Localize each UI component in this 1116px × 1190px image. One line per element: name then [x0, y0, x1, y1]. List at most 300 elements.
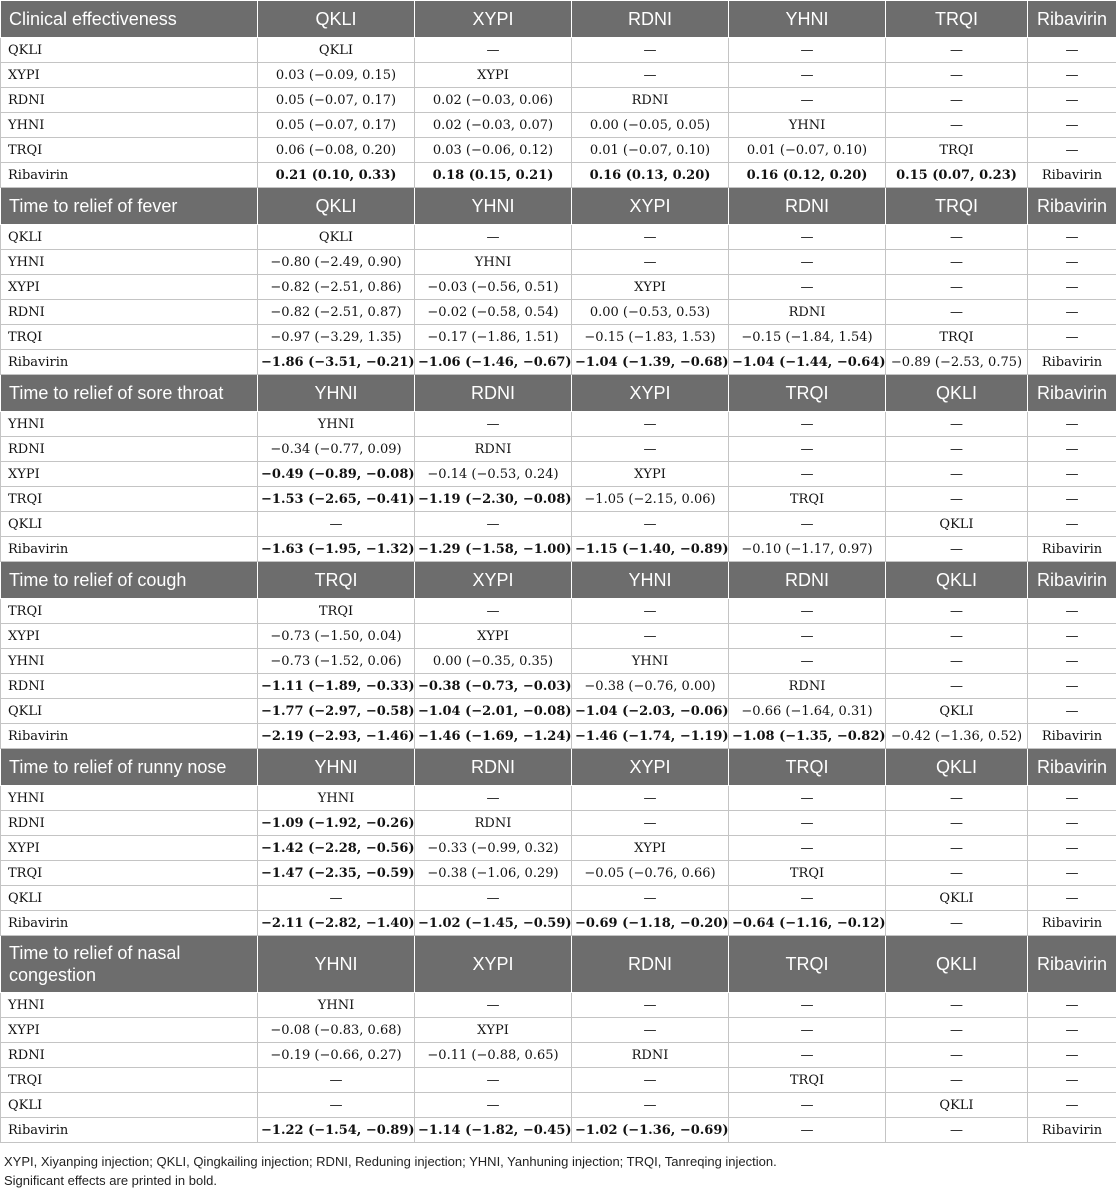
- effect-cell: —: [572, 225, 729, 250]
- table-row: [1, 836, 1116, 861]
- effect-cell: —: [1028, 624, 1116, 649]
- table-row: [1, 350, 1116, 375]
- effect-cell: −0.15 (−1.84, 1.54): [729, 325, 886, 350]
- effect-cell: QKLI: [886, 886, 1028, 911]
- row-label: Ribavirin: [1, 163, 258, 188]
- effect-cell: —: [415, 993, 572, 1018]
- effect-cell: —: [1028, 138, 1116, 163]
- effect-cell: —: [729, 1018, 886, 1043]
- effect-cell: —: [886, 437, 1028, 462]
- significant-effect-cell: −1.08 (−1.35, −0.82): [729, 724, 886, 749]
- column-header: Ribavirin: [1028, 1, 1116, 38]
- effect-cell: XYPI: [415, 63, 572, 88]
- effect-cell: −0.03 (−0.56, 0.51): [415, 275, 572, 300]
- effect-cell: 0.05 (−0.07, 0.17): [258, 88, 415, 113]
- column-header: Ribavirin: [1028, 936, 1116, 993]
- effect-cell: —: [572, 512, 729, 537]
- table-row: [1, 1043, 1116, 1068]
- effect-cell: TRQI: [886, 325, 1028, 350]
- table-row: [1, 861, 1116, 886]
- row-label: XYPI: [1, 836, 258, 861]
- effect-cell: —: [1028, 786, 1116, 811]
- effect-cell: —: [886, 1018, 1028, 1043]
- effect-cell: —: [572, 250, 729, 275]
- effect-cell: −0.14 (−0.53, 0.24): [415, 462, 572, 487]
- effect-cell: 0.01 (−0.07, 0.10): [729, 138, 886, 163]
- effect-cell: —: [886, 63, 1028, 88]
- effect-cell: —: [415, 786, 572, 811]
- effect-cell: −0.82 (−2.51, 0.87): [258, 300, 415, 325]
- significant-effect-cell: −1.46 (−1.69, −1.24): [415, 724, 572, 749]
- significant-effect-cell: −1.11 (−1.89, −0.33): [258, 674, 415, 699]
- row-label: YHNI: [1, 993, 258, 1018]
- effect-cell: —: [729, 599, 886, 624]
- row-label: YHNI: [1, 786, 258, 811]
- effect-cell: —: [572, 993, 729, 1018]
- effect-cell: Ribavirin: [1028, 1118, 1116, 1143]
- column-header: QKLI: [258, 188, 415, 225]
- effect-cell: RDNI: [572, 88, 729, 113]
- row-label: XYPI: [1, 624, 258, 649]
- effect-cell: −0.11 (−0.88, 0.65): [415, 1043, 572, 1068]
- effect-cell: 0.02 (−0.03, 0.06): [415, 88, 572, 113]
- effect-cell: —: [886, 38, 1028, 63]
- significant-effect-cell: 0.15 (0.07, 0.23): [886, 163, 1028, 188]
- effect-cell: −0.15 (−1.83, 1.53): [572, 325, 729, 350]
- effect-cell: YHNI: [258, 412, 415, 437]
- column-header: XYPI: [572, 188, 729, 225]
- significant-effect-cell: −1.04 (−2.03, −0.06): [572, 699, 729, 724]
- table-row: [1, 649, 1116, 674]
- significant-effect-cell: −1.14 (−1.82, −0.45): [415, 1118, 572, 1143]
- effect-cell: RDNI: [415, 437, 572, 462]
- effect-cell: Ribavirin: [1028, 911, 1116, 936]
- column-header: RDNI: [572, 1, 729, 38]
- table-row: [1, 537, 1116, 562]
- effect-cell: TRQI: [729, 487, 886, 512]
- significant-effect-cell: −1.53 (−2.65, −0.41): [258, 487, 415, 512]
- effect-cell: 0.03 (−0.09, 0.15): [258, 63, 415, 88]
- effect-cell: —: [886, 674, 1028, 699]
- significant-effect-cell: −1.02 (−1.36, −0.69): [572, 1118, 729, 1143]
- significant-effect-cell: −1.04 (−1.39, −0.68): [572, 350, 729, 375]
- effect-cell: —: [729, 1118, 886, 1143]
- column-header: RDNI: [572, 936, 729, 993]
- effect-cell: —: [1028, 1043, 1116, 1068]
- table-row: [1, 250, 1116, 275]
- effect-cell: XYPI: [572, 836, 729, 861]
- table-row: [1, 1068, 1116, 1093]
- significant-effect-cell: −1.22 (−1.54, −0.89): [258, 1118, 415, 1143]
- column-header: Ribavirin: [1028, 375, 1116, 412]
- section-header-row: [1, 1, 1116, 38]
- significant-effect-cell: −1.46 (−1.74, −1.19): [572, 724, 729, 749]
- row-label: XYPI: [1, 1018, 258, 1043]
- effect-cell: −0.38 (−0.76, 0.00): [572, 674, 729, 699]
- row-label: TRQI: [1, 325, 258, 350]
- significant-effect-cell: 0.18 (0.15, 0.21): [415, 163, 572, 188]
- row-label: QKLI: [1, 38, 258, 63]
- effect-cell: TRQI: [729, 1068, 886, 1093]
- effect-cell: —: [886, 811, 1028, 836]
- column-header: YHNI: [258, 936, 415, 993]
- effect-cell: XYPI: [415, 624, 572, 649]
- effect-cell: —: [729, 786, 886, 811]
- section-title: Time to relief of runny nose: [1, 749, 258, 786]
- effect-cell: 0.03 (−0.06, 0.12): [415, 138, 572, 163]
- column-header: TRQI: [729, 375, 886, 412]
- section-title: Time to relief of sore throat: [1, 375, 258, 412]
- table-row: [1, 462, 1116, 487]
- row-label: YHNI: [1, 250, 258, 275]
- section-title: Clinical effectiveness: [1, 1, 258, 38]
- table-row: [1, 1118, 1116, 1143]
- effect-cell: —: [729, 1093, 886, 1118]
- effect-cell: 0.05 (−0.07, 0.17): [258, 113, 415, 138]
- effect-cell: —: [729, 512, 886, 537]
- column-header: TRQI: [886, 188, 1028, 225]
- effect-cell: —: [258, 886, 415, 911]
- row-label: RDNI: [1, 437, 258, 462]
- effect-cell: YHNI: [258, 786, 415, 811]
- effect-cell: —: [1028, 412, 1116, 437]
- significant-effect-cell: −1.86 (−3.51, −0.21): [258, 350, 415, 375]
- effect-cell: —: [886, 462, 1028, 487]
- column-header: QKLI: [886, 375, 1028, 412]
- significant-effect-cell: −1.47 (−2.35, −0.59): [258, 861, 415, 886]
- effect-cell: —: [886, 786, 1028, 811]
- effect-cell: −0.42 (−1.36, 0.52): [886, 724, 1028, 749]
- significant-effect-cell: −2.11 (−2.82, −1.40): [258, 911, 415, 936]
- effect-cell: —: [572, 38, 729, 63]
- effect-cell: −0.17 (−1.86, 1.51): [415, 325, 572, 350]
- section-header-row: [1, 936, 1116, 993]
- effect-cell: 0.01 (−0.07, 0.10): [572, 138, 729, 163]
- effect-cell: —: [886, 993, 1028, 1018]
- significant-effect-cell: −0.49 (−0.89, −0.08): [258, 462, 415, 487]
- effect-cell: —: [1028, 88, 1116, 113]
- significant-effect-cell: 0.21 (0.10, 0.33): [258, 163, 415, 188]
- effect-cell: —: [886, 487, 1028, 512]
- effect-cell: —: [415, 1068, 572, 1093]
- row-label: RDNI: [1, 811, 258, 836]
- effect-cell: —: [886, 1118, 1028, 1143]
- effect-cell: —: [729, 886, 886, 911]
- effect-cell: —: [886, 412, 1028, 437]
- effect-cell: −0.80 (−2.49, 0.90): [258, 250, 415, 275]
- column-header: RDNI: [415, 375, 572, 412]
- effect-cell: 0.00 (−0.35, 0.35): [415, 649, 572, 674]
- effect-cell: —: [572, 437, 729, 462]
- row-label: QKLI: [1, 699, 258, 724]
- effect-cell: —: [572, 412, 729, 437]
- effect-cell: —: [415, 599, 572, 624]
- row-label: YHNI: [1, 649, 258, 674]
- effect-cell: —: [1028, 512, 1116, 537]
- column-header: XYPI: [415, 1, 572, 38]
- column-header: Ribavirin: [1028, 562, 1116, 599]
- column-header: QKLI: [258, 1, 415, 38]
- significant-effect-cell: −1.09 (−1.92, −0.26): [258, 811, 415, 836]
- effect-cell: —: [1028, 38, 1116, 63]
- effect-cell: —: [572, 624, 729, 649]
- row-label: XYPI: [1, 462, 258, 487]
- column-header: RDNI: [415, 749, 572, 786]
- effect-cell: −0.08 (−0.83, 0.68): [258, 1018, 415, 1043]
- effect-cell: 0.00 (−0.53, 0.53): [572, 300, 729, 325]
- effect-cell: RDNI: [415, 811, 572, 836]
- effect-cell: YHNI: [572, 649, 729, 674]
- effect-cell: —: [572, 63, 729, 88]
- significant-effect-cell: −1.42 (−2.28, −0.56): [258, 836, 415, 861]
- effect-cell: −0.10 (−1.17, 0.97): [729, 537, 886, 562]
- effect-cell: Ribavirin: [1028, 537, 1116, 562]
- effect-cell: —: [1028, 1093, 1116, 1118]
- league-table-body: [1, 1, 1116, 1143]
- table-row: [1, 437, 1116, 462]
- column-header: QKLI: [886, 562, 1028, 599]
- column-header: TRQI: [886, 1, 1028, 38]
- significant-effect-cell: 0.16 (0.12, 0.20): [729, 163, 886, 188]
- effect-cell: YHNI: [258, 993, 415, 1018]
- effect-cell: —: [572, 1068, 729, 1093]
- table-row: [1, 275, 1116, 300]
- effect-cell: —: [258, 1093, 415, 1118]
- effect-cell: —: [1028, 113, 1116, 138]
- column-header: QKLI: [886, 936, 1028, 993]
- row-label: Ribavirin: [1, 350, 258, 375]
- column-header: Ribavirin: [1028, 749, 1116, 786]
- effect-cell: —: [1028, 886, 1116, 911]
- effect-cell: —: [1028, 225, 1116, 250]
- effect-cell: −0.89 (−2.53, 0.75): [886, 350, 1028, 375]
- effect-cell: —: [1028, 462, 1116, 487]
- effect-cell: —: [886, 599, 1028, 624]
- effect-cell: −0.66 (−1.64, 0.31): [729, 699, 886, 724]
- effect-cell: —: [886, 300, 1028, 325]
- row-label: RDNI: [1, 1043, 258, 1068]
- effect-cell: —: [886, 250, 1028, 275]
- table-row: [1, 300, 1116, 325]
- effect-cell: —: [258, 512, 415, 537]
- effect-cell: —: [886, 649, 1028, 674]
- column-header: XYPI: [415, 936, 572, 993]
- effect-cell: —: [572, 1093, 729, 1118]
- row-label: YHNI: [1, 113, 258, 138]
- effect-cell: —: [729, 412, 886, 437]
- effect-cell: —: [1028, 699, 1116, 724]
- table-footnotes: [0, 1152, 1116, 1190]
- effect-cell: —: [1028, 275, 1116, 300]
- section-title: Time to relief of cough: [1, 562, 258, 599]
- table-row: [1, 699, 1116, 724]
- table-row: [1, 325, 1116, 350]
- significant-effect-cell: −1.06 (−1.46, −0.67): [415, 350, 572, 375]
- effect-cell: −0.97 (−3.29, 1.35): [258, 325, 415, 350]
- effect-cell: TRQI: [729, 861, 886, 886]
- column-header: YHNI: [729, 1, 886, 38]
- effect-cell: −0.82 (−2.51, 0.86): [258, 275, 415, 300]
- effect-cell: QKLI: [886, 512, 1028, 537]
- effect-cell: XYPI: [572, 462, 729, 487]
- effect-cell: —: [1028, 1068, 1116, 1093]
- table-row: [1, 786, 1116, 811]
- table-row: [1, 1018, 1116, 1043]
- effect-cell: QKLI: [258, 38, 415, 63]
- effect-cell: —: [572, 886, 729, 911]
- row-label: QKLI: [1, 886, 258, 911]
- effect-cell: RDNI: [572, 1043, 729, 1068]
- effect-cell: —: [729, 1043, 886, 1068]
- significant-effect-cell: −1.04 (−1.44, −0.64): [729, 350, 886, 375]
- section-title: Time to relief of nasal congestion: [1, 936, 258, 993]
- effect-cell: —: [886, 1043, 1028, 1068]
- effect-cell: Ribavirin: [1028, 724, 1116, 749]
- column-header: RDNI: [729, 188, 886, 225]
- effect-cell: —: [729, 624, 886, 649]
- effect-cell: —: [1028, 1018, 1116, 1043]
- effect-cell: —: [886, 113, 1028, 138]
- significant-effect-cell: −2.19 (−2.93, −1.46): [258, 724, 415, 749]
- effect-cell: YHNI: [415, 250, 572, 275]
- effect-cell: —: [886, 1068, 1028, 1093]
- effect-cell: —: [729, 462, 886, 487]
- effect-cell: —: [1028, 487, 1116, 512]
- effect-cell: −0.33 (−0.99, 0.32): [415, 836, 572, 861]
- effect-cell: —: [729, 811, 886, 836]
- table-row: [1, 163, 1116, 188]
- column-header: TRQI: [258, 562, 415, 599]
- effect-cell: —: [572, 1018, 729, 1043]
- effect-cell: —: [1028, 300, 1116, 325]
- row-label: TRQI: [1, 861, 258, 886]
- row-label: Ribavirin: [1, 537, 258, 562]
- effect-cell: Ribavirin: [1028, 350, 1116, 375]
- effect-cell: TRQI: [258, 599, 415, 624]
- effect-cell: —: [572, 786, 729, 811]
- effect-cell: −0.34 (−0.77, 0.09): [258, 437, 415, 462]
- row-label: TRQI: [1, 1068, 258, 1093]
- effect-cell: —: [415, 512, 572, 537]
- effect-cell: −0.73 (−1.52, 0.06): [258, 649, 415, 674]
- effect-cell: —: [729, 88, 886, 113]
- effect-cell: —: [1028, 836, 1116, 861]
- effect-cell: QKLI: [258, 225, 415, 250]
- effect-cell: —: [1028, 437, 1116, 462]
- effect-cell: —: [415, 886, 572, 911]
- column-header: TRQI: [729, 749, 886, 786]
- effect-cell: —: [886, 225, 1028, 250]
- effect-cell: —: [1028, 599, 1116, 624]
- section-title: Time to relief of fever: [1, 188, 258, 225]
- effect-cell: QKLI: [886, 699, 1028, 724]
- effect-cell: —: [886, 911, 1028, 936]
- effect-cell: XYPI: [572, 275, 729, 300]
- effect-cell: TRQI: [886, 138, 1028, 163]
- effect-cell: Ribavirin: [1028, 163, 1116, 188]
- row-label: RDNI: [1, 674, 258, 699]
- effect-cell: —: [1028, 325, 1116, 350]
- effect-cell: —: [415, 412, 572, 437]
- effect-cell: —: [729, 225, 886, 250]
- effect-cell: —: [886, 275, 1028, 300]
- column-header: YHNI: [258, 375, 415, 412]
- effect-cell: −1.05 (−2.15, 0.06): [572, 487, 729, 512]
- row-label: YHNI: [1, 412, 258, 437]
- effect-cell: 0.06 (−0.08, 0.20): [258, 138, 415, 163]
- effect-cell: —: [1028, 861, 1116, 886]
- effect-cell: RDNI: [729, 300, 886, 325]
- table-row: [1, 599, 1116, 624]
- section-header-row: [1, 375, 1116, 412]
- significant-effect-cell: −1.15 (−1.40, −0.89): [572, 537, 729, 562]
- significant-effect-cell: −1.04 (−2.01, −0.08): [415, 699, 572, 724]
- row-label: Ribavirin: [1, 911, 258, 936]
- column-header: Ribavirin: [1028, 188, 1116, 225]
- effect-cell: —: [729, 993, 886, 1018]
- row-label: Ribavirin: [1, 1118, 258, 1143]
- effect-cell: RDNI: [729, 674, 886, 699]
- effect-cell: —: [572, 811, 729, 836]
- table-row: [1, 911, 1116, 936]
- row-label: QKLI: [1, 512, 258, 537]
- significant-effect-cell: −1.63 (−1.95, −1.32): [258, 537, 415, 562]
- row-label: TRQI: [1, 599, 258, 624]
- significant-effect-cell: −1.02 (−1.45, −0.59): [415, 911, 572, 936]
- effect-cell: —: [729, 437, 886, 462]
- effect-cell: —: [729, 275, 886, 300]
- significant-effect-cell: −0.69 (−1.18, −0.20): [572, 911, 729, 936]
- table-row: [1, 1093, 1116, 1118]
- row-label: QKLI: [1, 1093, 258, 1118]
- effect-cell: —: [729, 250, 886, 275]
- effect-cell: —: [886, 624, 1028, 649]
- table-row: [1, 512, 1116, 537]
- effect-cell: —: [415, 38, 572, 63]
- effect-cell: —: [729, 836, 886, 861]
- table-row: [1, 886, 1116, 911]
- abbreviation-footnote: XYPI, Xiyanping injection; QKLI, Qingkailing injection; RDNI, Reduning injection; YHNI, Yanhuning injection; TRQI, Tanreqing injection.: [4, 1154, 777, 1169]
- row-label: TRQI: [1, 487, 258, 512]
- row-label: XYPI: [1, 275, 258, 300]
- column-header: YHNI: [258, 749, 415, 786]
- effect-cell: —: [729, 38, 886, 63]
- effect-cell: 0.00 (−0.05, 0.05): [572, 113, 729, 138]
- significance-footnote: Significant effects are printed in bold.: [4, 1173, 217, 1188]
- effect-cell: —: [572, 599, 729, 624]
- row-label: Ribavirin: [1, 724, 258, 749]
- effect-cell: —: [1028, 250, 1116, 275]
- effect-cell: —: [1028, 674, 1116, 699]
- table-row: [1, 38, 1116, 63]
- section-header-row: [1, 188, 1116, 225]
- effect-cell: —: [1028, 649, 1116, 674]
- column-header: YHNI: [415, 188, 572, 225]
- column-header: YHNI: [572, 562, 729, 599]
- effect-cell: QKLI: [886, 1093, 1028, 1118]
- column-header: QKLI: [886, 749, 1028, 786]
- table-row: [1, 113, 1116, 138]
- effect-cell: —: [1028, 811, 1116, 836]
- column-header: TRQI: [729, 936, 886, 993]
- table-row: [1, 88, 1116, 113]
- effect-cell: —: [886, 836, 1028, 861]
- effect-cell: —: [886, 861, 1028, 886]
- effect-cell: —: [886, 88, 1028, 113]
- effect-cell: −0.19 (−0.66, 0.27): [258, 1043, 415, 1068]
- effect-cell: YHNI: [729, 113, 886, 138]
- row-label: QKLI: [1, 225, 258, 250]
